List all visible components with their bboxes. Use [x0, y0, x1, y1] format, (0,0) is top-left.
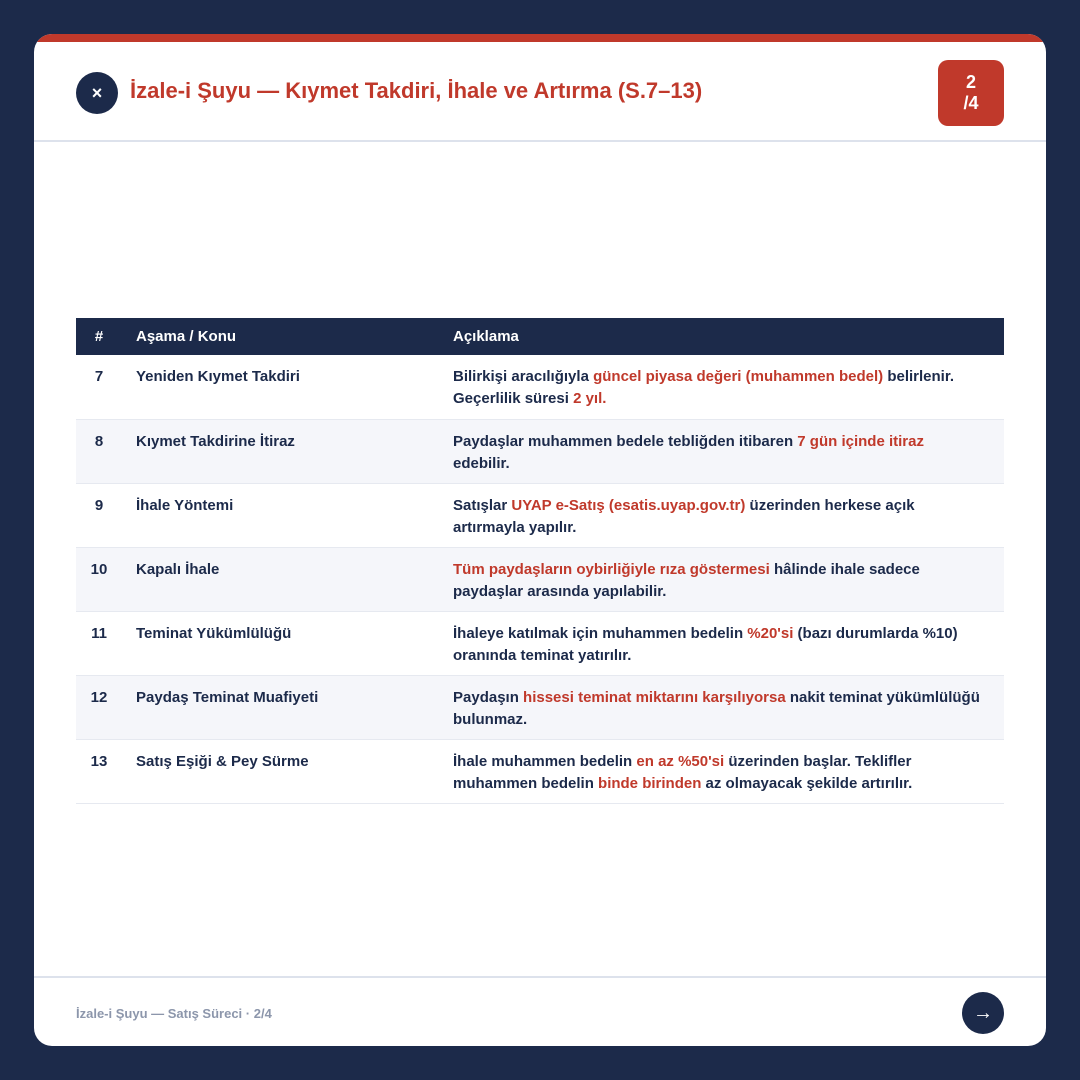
row-number: 9 — [94, 496, 104, 514]
steps-table — [76, 318, 1004, 804]
description-text: belirlenir. Geçerlilik süresi — [453, 368, 955, 407]
description-text: üzerinden başlar. Teklifler muhammen bedelin — [453, 752, 912, 792]
row-number: 13 — [90, 752, 108, 770]
page-title: İzale-i Şuyu — Kıymet Takdiri, İhale ve Artırma (S.7–13) — [130, 78, 703, 103]
table-row — [76, 739, 1004, 803]
next-arrow-icon[interactable]: → — [962, 992, 1004, 1034]
description-text: nakit teminat yükümlülüğü bulunmaz. — [453, 688, 980, 728]
highlight-text: güncel piyasa değeri (muhammen bedel) — [593, 368, 884, 385]
row-description — [453, 611, 1004, 675]
row-description — [453, 483, 1004, 547]
table-row — [76, 483, 1004, 547]
footer-caption: İzale-i Şuyu — Satış Süreci · 2/4 — [76, 1006, 272, 1021]
description-text: İhaleye katılmak için muhammen bedelin — [453, 624, 748, 642]
header — [34, 42, 1046, 142]
description-text: İhale muhammen bedelin — [453, 752, 637, 770]
description-text: Bilirkişi aracılığıyla — [453, 368, 594, 385]
row-topic: İhale Yöntemi — [136, 496, 234, 514]
highlight-text: binde birinden — [598, 774, 702, 792]
column-header-topic: Aşama / Konu — [136, 328, 237, 345]
highlight-text: en az %50'si — [636, 752, 725, 770]
highlight-text: 7 gün içinde itiraz — [797, 432, 924, 450]
description-text: Paydaşlar muhammen bedele tebliğden itibaren — [453, 432, 798, 450]
description-text: (bazı durumlarda %10) oranında teminat yatırılır. — [453, 624, 958, 664]
highlight-text: UYAP e-Satış (esatis.uyap.gov.tr) — [511, 496, 746, 514]
highlight-text: Tüm paydaşların oybirliğiyle rıza göstermesi — [453, 560, 770, 578]
row-number: 10 — [90, 560, 108, 578]
description-text: üzerinden herkese açık artırmayla yapılır. — [453, 496, 915, 536]
highlight-text: 2 yıl. — [573, 390, 607, 407]
table-row — [76, 355, 1004, 419]
table-header-row — [76, 318, 1004, 355]
highlight-text: %20'si — [747, 624, 794, 642]
row-description — [453, 739, 1004, 803]
row-topic: Kıymet Takdirine İtiraz — [136, 432, 295, 450]
row-number: 8 — [94, 432, 104, 450]
row-topic: Kapalı İhale — [136, 560, 220, 578]
row-description — [453, 419, 1004, 483]
row-number: 7 — [94, 368, 104, 385]
row-topic: Paydaş Teminat Muafiyeti — [136, 688, 319, 706]
row-topic: Yeniden Kıymet Takdiri — [136, 368, 300, 385]
row-number: 12 — [90, 688, 108, 706]
page-indicator-badge — [938, 60, 1004, 126]
accent-top-bar — [34, 34, 1046, 42]
row-description — [453, 675, 1004, 739]
description-text: hâlinde ihale sadece paydaşlar arasında yapılabilir. — [453, 560, 920, 600]
table-row — [76, 419, 1004, 483]
slide-card — [34, 34, 1046, 1046]
row-description — [453, 547, 1004, 611]
page-current: 2 — [965, 72, 976, 92]
description-text: edebilir. — [453, 454, 510, 472]
close-icon[interactable]: × — [76, 72, 118, 114]
row-topic: Teminat Yükümlülüğü — [136, 624, 292, 642]
table-row — [76, 547, 1004, 611]
row-description — [453, 355, 1004, 419]
table-row — [76, 611, 1004, 675]
column-header-num: # — [94, 328, 104, 345]
description-text: Paydaşın — [453, 688, 524, 706]
footer — [34, 976, 1046, 1046]
column-header-desc: Açıklama — [453, 328, 519, 345]
description-text: Satışlar — [453, 496, 512, 514]
table-row — [76, 675, 1004, 739]
row-number: 11 — [91, 624, 107, 642]
highlight-text: hissesi teminat miktarını karşılıyorsa — [523, 688, 786, 706]
description-text: az olmayacak şekilde artırılır. — [701, 774, 913, 792]
page-total: /4 — [963, 93, 979, 113]
row-topic: Satış Eşiği & Pey Sürme — [136, 752, 309, 770]
